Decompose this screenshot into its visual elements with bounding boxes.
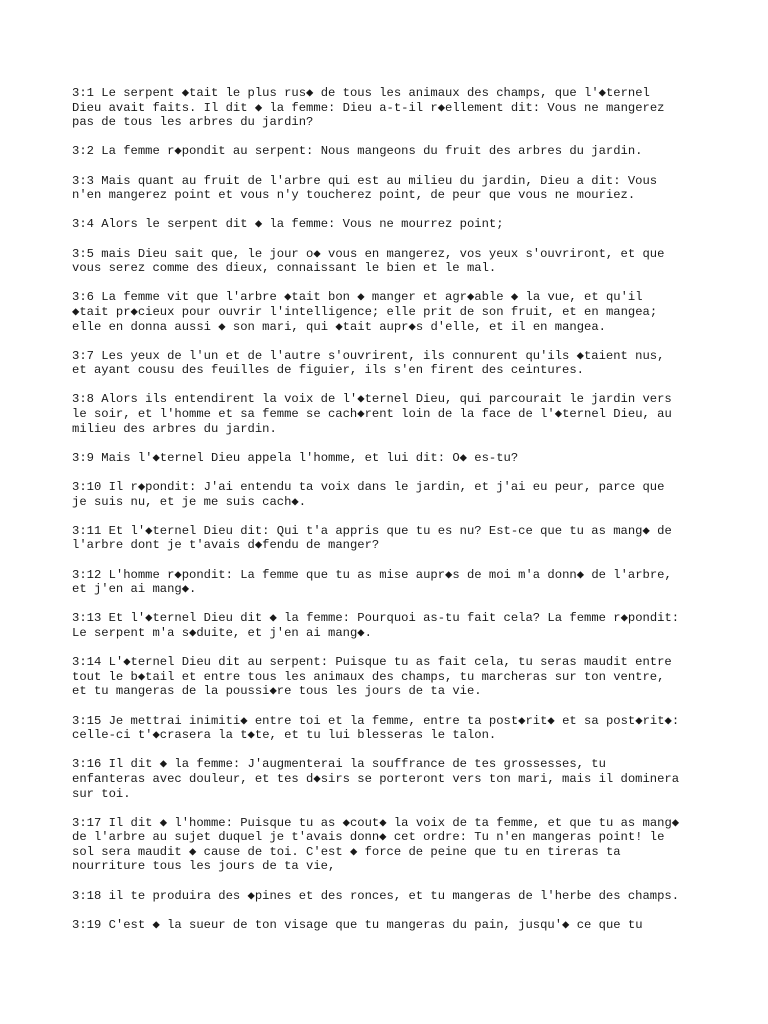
verse-3-2: 3:2 La femme r◆pondit au serpent: Nous mangeons du fruit des arbres du jardin.: [72, 144, 643, 159]
verse-3-5: 3:5 mais Dieu sait que, le jour o◆ vous en mangerez, vos yeux s'ouvriront, et que vous serez comme des dieux, connaissant le bien et le mal.: [72, 246, 665, 276]
verse-3-18: 3:18 il te produira des ◆pines et des ronces, et tu mangeras de l'herbe des champs.: [72, 888, 680, 903]
verse-3-3: 3:3 Mais quant au fruit de l'arbre qui est au milieu du jardin, Dieu a dit: Vous n'en mangerez point et vous n'y toucherez point, de peur que vous ne mouriez.: [72, 173, 658, 203]
verse-3-7: 3:7 Les yeux de l'un et de l'autre s'ouvrirent, ils connurent qu'ils ◆taient nus, et ayant cousu des feuilles de figuier, ils s'en firent des ceintures.: [72, 348, 665, 378]
verse-3-11: 3:11 Et l'◆ternel Dieu dit: Qui t'a appris que tu es nu? Est-ce que tu as mang◆ de l'arbre dont je t'avais d◆fendu de manger?: [72, 523, 672, 553]
verse-3-17: 3:17 Il dit ◆ l'homme: Puisque tu as ◆cout◆ la voix de ta femme, et que tu as mang◆ de l'arbre au sujet duquel je t'avais donn◆ cet ordre: Tu n'en mangeras point! le sol sera maudit ◆ cause de toi. C'est ◆ force de peine que tu en tireras ta nourriture tous les jours de ta vie,: [72, 815, 680, 874]
verse-3-6: 3:6 La femme vit que l'arbre ◆tait bon ◆ manger et agr◆able ◆ la vue, et qu'il ◆tait pr◆cieux pour ouvrir l'intelligence; elle prit de son fruit, et en mangea; elle en donna aussi ◆ son mari, qui ◆tait aupr◆s d'elle, et il en mangea.: [72, 290, 658, 334]
verse-3-4: 3:4 Alors le serpent dit ◆ la femme: Vous ne mourrez point;: [72, 217, 504, 232]
verse-3-16: 3:16 Il dit ◆ la femme: J'augmenterai la souffrance de tes grossesses, tu enfanteras avec douleur, et tes d◆sirs se porteront vers ton mari, mais il dominera sur toi.: [72, 757, 680, 801]
verse-3-1: 3:1 Le serpent ◆tait le plus rus◆ de tous les animaux des champs, que l'◆ternel Dieu avait faits. Il dit ◆ la femme: Dieu a-t-il r◆ellement dit: Vous ne mangerez pas de tous les arbres du jardin?: [72, 86, 665, 130]
verse-3-12: 3:12 L'homme r◆pondit: La femme que tu as mise aupr◆s de moi m'a donn◆ de l'arbre, et j'en ai mang◆.: [72, 567, 672, 597]
verse-3-8: 3:8 Alors ils entendirent la voix de l'◆ternel Dieu, qui parcourait le jardin vers le soir, et l'homme et sa femme se cach◆rent loin de la face de l'◆ternel Dieu, au milieu des arbres du jardin.: [72, 392, 672, 436]
verse-3-19: 3:19 C'est ◆ la sueur de ton visage que tu mangeras du pain, jusqu'◆ ce que tu: [72, 917, 643, 932]
document-page: [72, 86, 712, 947]
verse-3-15: 3:15 Je mettrai inimiti◆ entre toi et la femme, entre ta post◆rit◆ et sa post◆rit◆: celle-ci t'◆crasera la t◆te, et tu lui blesseras le talon.: [72, 713, 680, 743]
verse-3-14: 3:14 L'◆ternel Dieu dit au serpent: Puisque tu as fait cela, tu seras maudit entre tout le b◆tail et entre tous les animaux des champs, tu marcheras sur ton ventre, et tu mangeras de la poussi◆re tous les jours de ta vie.: [72, 655, 672, 699]
verse-3-13: 3:13 Et l'◆ternel Dieu dit ◆ la femme: Pourquoi as-tu fait cela? La femme r◆pondit: Le serpent m'a s◆duite, et j'en ai mang◆.: [72, 611, 680, 640]
verse-3-10: 3:10 Il r◆pondit: J'ai entendu ta voix dans le jardin, et j'ai eu peur, parce que je suis nu, et je me suis cach◆.: [72, 480, 665, 509]
verse-3-9: 3:9 Mais l'◆ternel Dieu appela l'homme, et lui dit: O◆ es-tu?: [72, 450, 519, 465]
